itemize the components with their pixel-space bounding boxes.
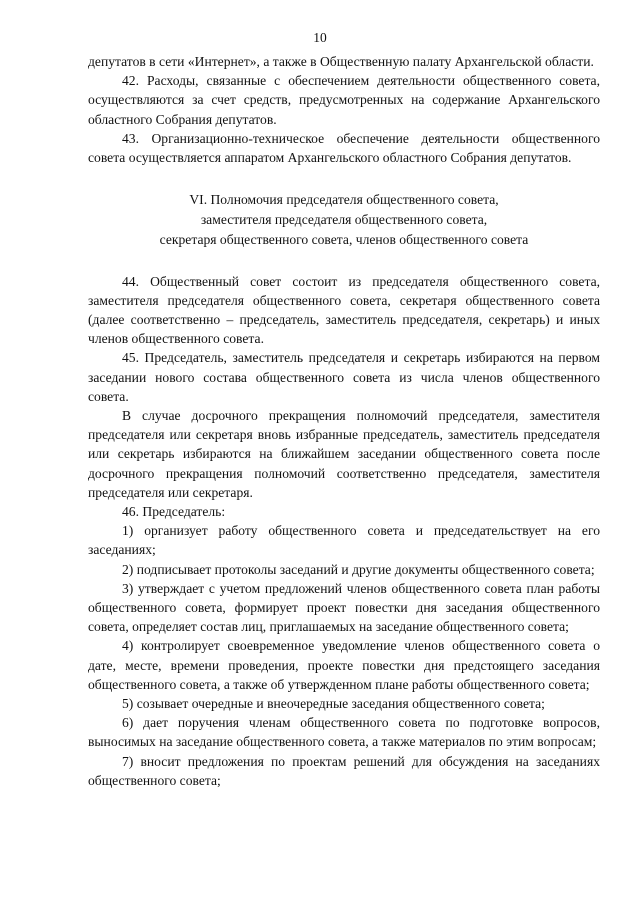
list-item: 5) созывает очередные и внеочередные заседания общественного совета;: [122, 696, 545, 712]
section-heading: [88, 190, 600, 249]
document-body: [88, 52, 600, 790]
paragraph-45: 45. Председатель, заместитель председателя и секретарь избираются на первом заседании нового состава общественного совета из числа членов общественного совета.: [88, 350, 600, 404]
paragraph-44: 44. Общественный совет состоит из председателя общественного совета, заместителя председателя общественного совета, секретаря общественного совета (далее соответственно – председатель, заместитель председателя, секретарь) и иных членов общественного совета.: [88, 273, 600, 347]
paragraph-continuation: депутатов в сети «Интернет», а также в Общественную палату Архангельской области.: [88, 54, 594, 69]
paragraph-43: 43. Организационно-техническое обеспечение деятельности общественного совета осуществляется аппаратом Архангельского областного Собрания депутатов.: [88, 130, 600, 166]
section-heading-line: заместителя председателя общественного совета,: [200, 212, 488, 228]
list-item: 1) организует работу общественного совета и председательствует на его заседаниях;: [88, 523, 600, 558]
list-item: 3) утверждает с учетом предложений членов общественного совета план работы общественного совета, формирует проект повестки дня заседания общественного совета, определяет состав лиц, приглашаемых на заседание общественного совета;: [88, 580, 600, 635]
list-item: 4) контролирует своевременное уведомление членов общественного совета о дате, месте, времени проведения, проекте повестки дня предстоящего заседания общественного совета, а также об утвержденном плане работы общественного совета;: [88, 638, 600, 692]
section-heading-line: VI. Полномочия председателя общественного совета,: [189, 192, 499, 208]
page-number: 10: [313, 30, 327, 45]
list-item: 2) подписывает протоколы заседаний и другие документы общественного совета;: [122, 561, 595, 577]
section-heading-line: секретаря общественного совета, членов общественного совета: [159, 231, 529, 247]
paragraph-45-continuation: В случае досрочного прекращения полномочий председателя, заместителя председателя или секретаря вновь избранные председатель, заместитель председателя или секретарь избираются на ближайшем заседании общественного совета после досрочного прекращения полномочий соответственно председателя, заместителя председателя или секретаря.: [88, 408, 600, 500]
paragraph-42: 42. Расходы, связанные с обеспечением деятельности общественного совета, осуществляются за счет средств, предусмотренных на содержание Архангельского областного Собрания депутатов.: [88, 73, 600, 127]
list-item: 6) дает поручения членам общественного совета по подготовке вопросов, выносимых на заседание общественного совета, а также материалов по этим вопросам;: [88, 715, 600, 750]
list-item: 7) вносит предложения по проектам решений для обсуждения на заседаниях общественного совета;: [88, 753, 600, 788]
paragraph-46: 46. Председатель:: [122, 504, 226, 520]
